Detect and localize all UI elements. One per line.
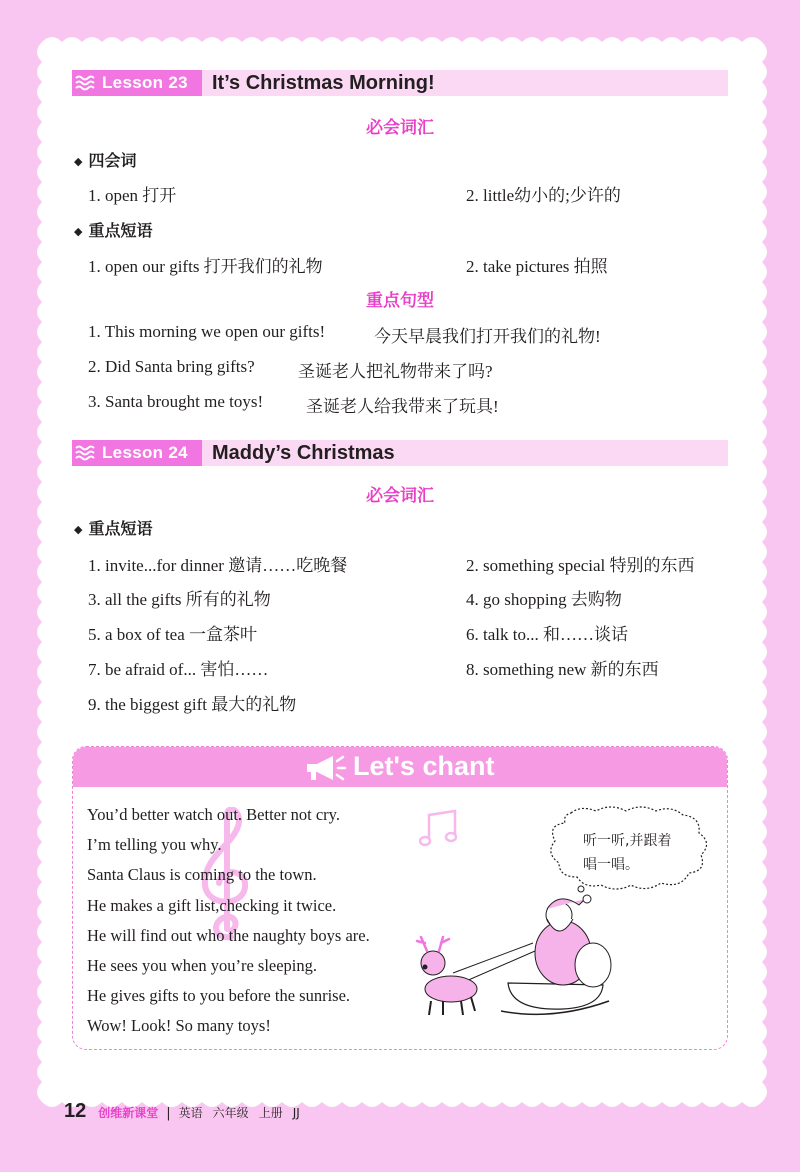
phrase-item: 6. talk to... 和……谈话 (466, 625, 628, 644)
chant-title: Let's chant (353, 751, 495, 781)
edition: JJ (292, 1106, 300, 1120)
chant-line: He makes a gift list,checking it twice. (87, 896, 337, 915)
lesson-number: Lesson 24 (102, 443, 188, 462)
vocab-heading: 必会词汇 (366, 118, 434, 138)
megaphone-icon (303, 753, 347, 783)
phrase-item: 5. a box of tea 一盒茶叶 (88, 625, 258, 644)
phrase-item: 7. be afraid of... 害怕…… (88, 660, 269, 679)
divider: | (166, 1106, 171, 1121)
diamond-icon: ◆ (74, 155, 83, 168)
sentence-cn: 圣诞老人给我带来了玩具! (306, 397, 499, 416)
chant-header (73, 747, 727, 787)
page-number: 12 (64, 1100, 87, 1122)
phrase-item: 3. all the gifts 所有的礼物 (88, 590, 271, 609)
santa-sleigh-illustration (413, 893, 623, 1018)
wave-icon (75, 75, 99, 91)
vocab-item: 2. little幼小的;少许的 (466, 186, 621, 205)
lesson-number: Lesson 23 (102, 73, 188, 92)
phrase-item: 4. go shopping 去购物 (466, 590, 622, 609)
volume: 上册 (258, 1106, 283, 1120)
chant-line: Wow! Look! So many toys! (87, 1016, 271, 1035)
phrase-item: 2. take pictures 拍照 (466, 257, 608, 276)
grade: 六年级 (212, 1106, 249, 1120)
diamond-icon: ◆ (74, 523, 83, 536)
lesson-23-header (72, 70, 728, 96)
chant-box (72, 746, 728, 1050)
lesson-24-tag (72, 440, 202, 466)
vocab-heading: 必会词汇 (366, 486, 434, 506)
lesson-23-tag (72, 70, 202, 96)
lesson-24-header (72, 440, 728, 466)
chant-line: He gives gifts to you before the sunrise. (87, 986, 351, 1005)
phrase-item: 9. the biggest gift 最大的礼物 (88, 695, 297, 714)
phrases-label: ◆ 重点短语 (74, 519, 153, 538)
chant-line: I’m telling you why. (87, 835, 222, 854)
phrase-item: 8. something new 新的东西 (466, 660, 659, 679)
bubble-text: 听一听,并跟着 唱一唱。 (583, 833, 672, 873)
page-footer (64, 1100, 300, 1120)
sentence-cn: 圣诞老人把礼物带来了吗? (298, 362, 493, 381)
chant-line: Santa Claus is coming to the town. (87, 865, 317, 884)
phrase-item: 1. open our gifts 打开我们的礼物 (88, 257, 323, 276)
sentence-en: 3. Santa brought me toys! (88, 392, 264, 411)
chant-line: You’d better watch out. Better not cry. (87, 805, 340, 824)
phrase-item: 1. invite...for dinner 邀请……吃晚餐 (88, 556, 348, 575)
diamond-icon: ◆ (74, 225, 83, 238)
sentence-en: 2. Did Santa bring gifts? (88, 357, 255, 376)
sentences-heading: 重点句型 (366, 291, 434, 311)
music-note-icon (419, 809, 463, 851)
four-skill-label: ◆ 四会词 (74, 151, 137, 170)
sentence-cn: 今天早晨我们打开我们的礼物! (374, 327, 601, 346)
brand-name: 创维新课堂 (98, 1106, 159, 1120)
vocab-item: 1. open 打开 (88, 186, 177, 205)
wave-icon (75, 445, 99, 461)
sentence-en: 1. This morning we open our gifts! (88, 322, 326, 341)
phrases-label: ◆ 重点短语 (74, 221, 153, 240)
subject: 英语 (178, 1106, 203, 1120)
chant-line: He sees you when you’re sleeping. (87, 956, 318, 975)
chant-line: He will find out who the naughty boys are. (87, 926, 370, 945)
lesson-title: Maddy’s Christmas (212, 442, 395, 464)
phrase-item: 2. something special 特别的东西 (466, 556, 695, 575)
lesson-title: It’s Christmas Morning! (212, 72, 435, 94)
